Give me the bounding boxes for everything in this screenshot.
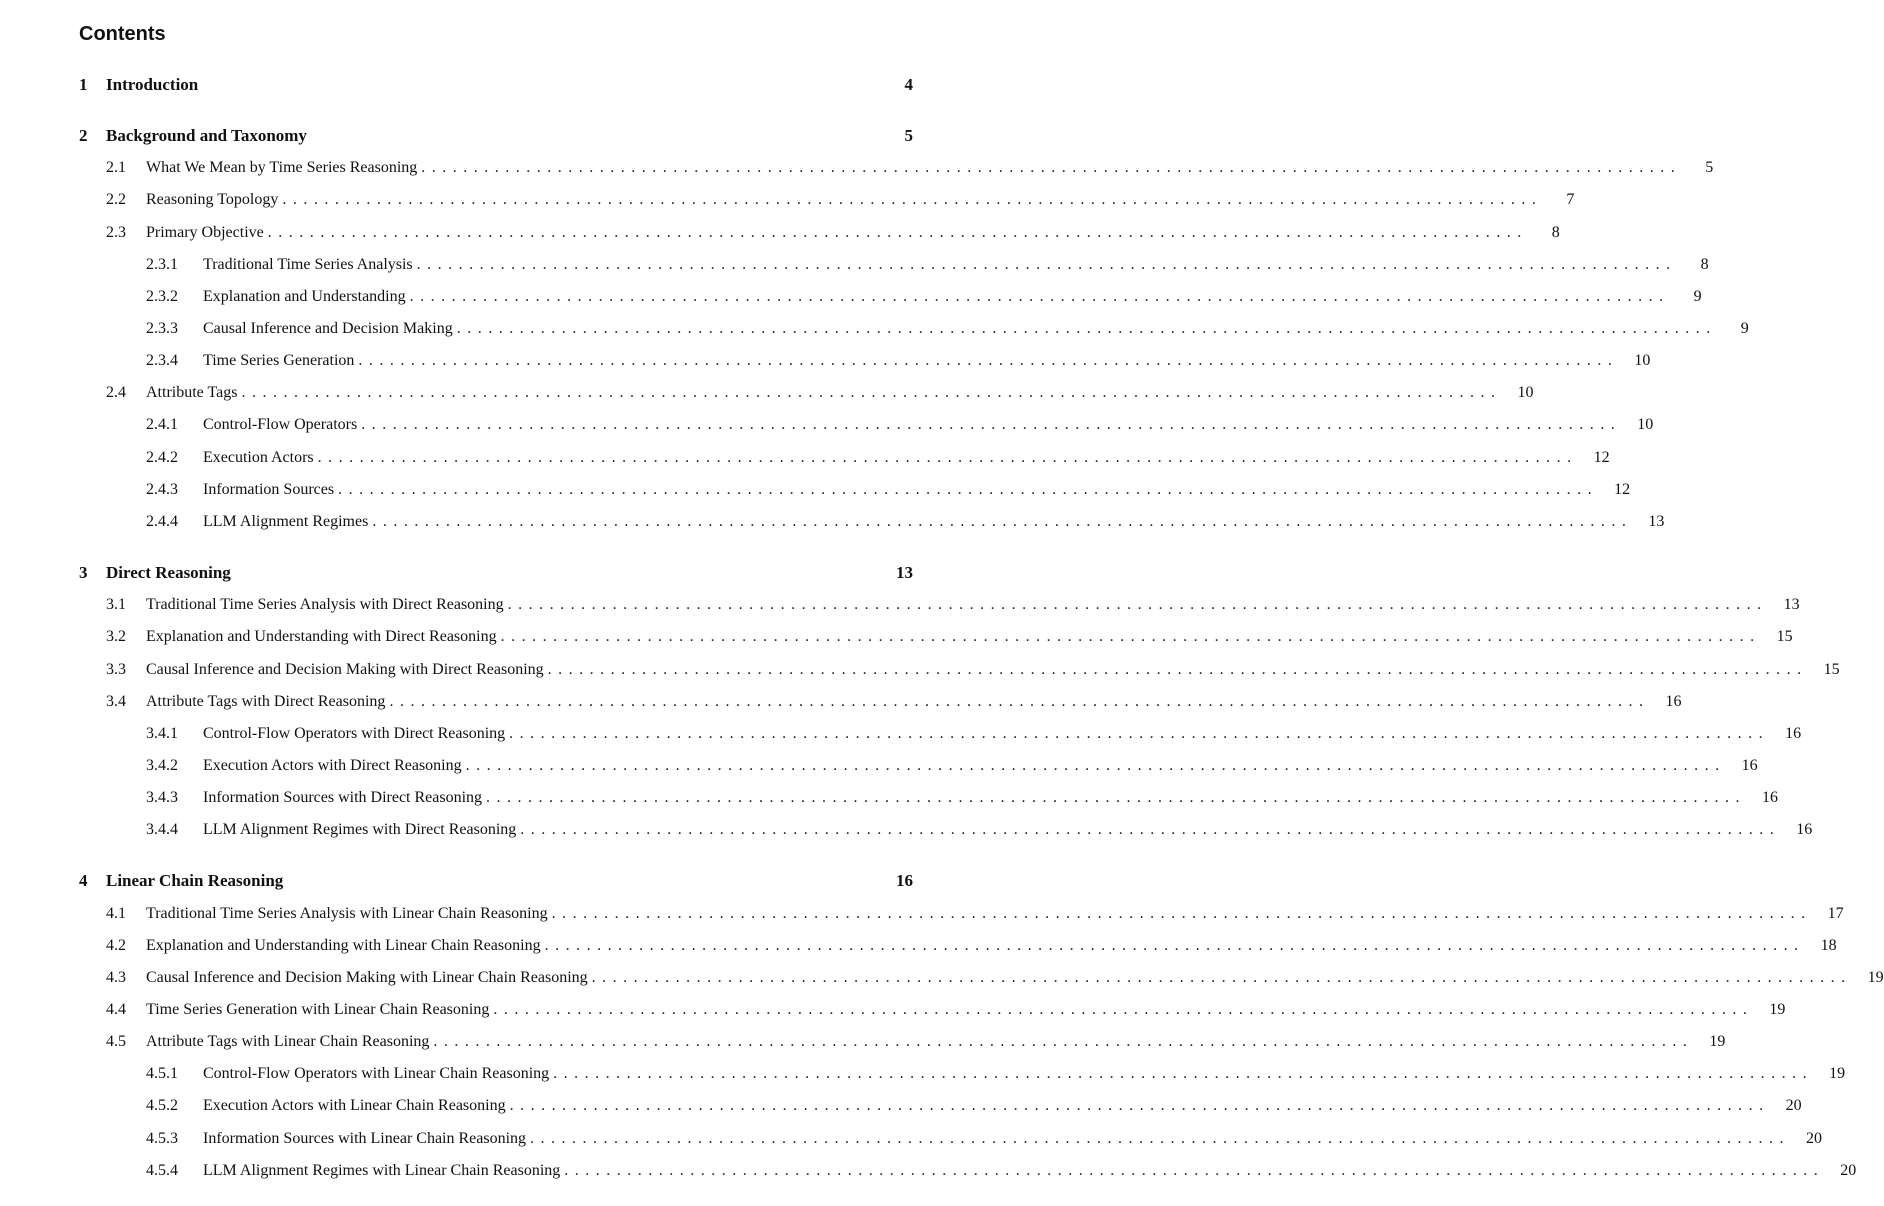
toc-entry-2-3-1[interactable] [146, 252, 1709, 278]
toc-dot-leader: ........................................................................................................................ [317, 449, 1578, 466]
toc-entry-number: 1 [79, 75, 88, 94]
toc-entry-title[interactable]: Information Sources [203, 481, 335, 498]
toc-entry-page[interactable]: 10 [1634, 352, 1651, 369]
toc-entry-number: 2.4.1 [146, 416, 178, 433]
toc-entry-number: 2.3 [106, 224, 126, 241]
toc-entry-3-4-3[interactable] [146, 785, 1779, 811]
toc-entry-2-4-3[interactable] [146, 477, 1631, 503]
toc-entry-number: 2.3.4 [146, 352, 178, 369]
toc-entry-number: 3.4.2 [146, 757, 178, 774]
toc-entry-3-3[interactable] [106, 657, 1840, 683]
toc-entry-page[interactable]: 13 [896, 563, 913, 582]
toc-entry-3-4-2[interactable] [146, 753, 1758, 779]
toc-entry-title[interactable]: Traditional Time Series Analysis with Direct Reasoning [146, 596, 504, 613]
toc-entry-page[interactable]: 8 [1551, 224, 1560, 241]
toc-entry-number: 2.3.1 [146, 256, 178, 273]
toc-entry-title[interactable]: Background and Taxonomy [106, 126, 307, 145]
toc-entry-title[interactable]: Causal Inference and Decision Making with Direct Reasoning [146, 661, 544, 678]
toc-entry-page[interactable]: 10 [1517, 384, 1534, 401]
toc-entry-number: 3.3 [106, 661, 126, 678]
toc-entry-2-4-2[interactable] [146, 445, 1610, 471]
toc-entry-4-5-4[interactable] [146, 1158, 1857, 1184]
toc-entry-title[interactable]: What We Mean by Time Series Reasoning [146, 159, 418, 176]
toc-entry-3-1[interactable] [106, 592, 1800, 618]
toc-entry-page[interactable]: 9 [1740, 320, 1749, 337]
toc-entry-page[interactable]: 16 [1741, 757, 1758, 774]
toc-entry-title[interactable]: Time Series Generation [203, 352, 355, 369]
toc-entry-page[interactable]: 5 [904, 126, 913, 145]
toc-entry-number: 3 [79, 563, 88, 582]
toc-entry-2-1[interactable] [106, 155, 1714, 181]
toc-entry-4-5-1[interactable] [146, 1061, 1846, 1087]
toc-entry-2-4-1[interactable] [146, 412, 1654, 438]
toc-entry-4[interactable] [79, 868, 913, 894]
toc-heading: Contents [79, 23, 166, 45]
toc-entry-number: 4.4 [106, 1001, 126, 1018]
toc-entry-number: 3.4 [106, 693, 126, 710]
toc-entry-title[interactable]: Attribute Tags with Direct Reasoning [146, 693, 386, 710]
toc-entry-page[interactable]: 13 [1648, 513, 1665, 530]
toc-entry-number: 2.4 [106, 384, 126, 401]
toc-entry-page[interactable]: 20 [1840, 1162, 1857, 1179]
toc-entry-page[interactable]: 16 [1796, 821, 1813, 838]
toc-entry-title[interactable]: LLM Alignment Regimes [203, 513, 369, 530]
toc-entry-page[interactable]: 7 [1566, 191, 1575, 208]
toc-entry-title[interactable]: Explanation and Understanding with Linear Chain Reasoning [146, 937, 541, 954]
toc-dot-leader: ........................................................................................................................ [361, 416, 1622, 433]
toc-entry-number: 2.4.4 [146, 513, 178, 530]
toc-entry-page[interactable]: 15 [1823, 661, 1840, 678]
toc-entry-number: 4.5.3 [146, 1130, 178, 1147]
toc-entry-2-2[interactable] [106, 187, 1575, 213]
toc-entry-number: 4.5.1 [146, 1065, 178, 1082]
toc-entry-page[interactable]: 16 [1785, 725, 1802, 742]
toc-entry-page[interactable]: 20 [1785, 1097, 1802, 1114]
toc-entry-number: 2.3.3 [146, 320, 178, 337]
toc-entry-title[interactable]: LLM Alignment Regimes with Direct Reasoning [203, 821, 517, 838]
toc-dot-leader: ........................................................................................................................ [456, 320, 1717, 337]
toc-entry-title[interactable]: Control-Flow Operators with Linear Chain Reasoning [203, 1065, 550, 1082]
toc-entry-title[interactable]: Attribute Tags [146, 384, 238, 401]
toc-entry-number: 2.1 [106, 159, 126, 176]
toc-entry-title[interactable]: Attribute Tags with Linear Chain Reasoning [146, 1033, 430, 1050]
toc-dot-leader: ........................................................................................................................ [493, 1001, 1754, 1018]
toc-dot-leader: ........................................................................................................................ [433, 1033, 1694, 1050]
toc-entry-number: 2.3.2 [146, 288, 178, 305]
toc-dot-leader: ........................................................................................................................ [547, 661, 1808, 678]
toc-entry-3-2[interactable] [106, 624, 1793, 650]
toc-entry-3-4-1[interactable] [146, 721, 1802, 747]
toc-dot-leader: ........................................................................................................................ [358, 352, 1619, 369]
toc-entry-page[interactable]: 17 [1827, 905, 1844, 922]
toc-dot-leader: ........................................................................................................................ [544, 937, 1805, 954]
toc-entry-title[interactable]: Execution Actors with Linear Chain Reasoning [203, 1097, 506, 1114]
toc-entry-number: 4.5 [106, 1033, 126, 1050]
toc-entry-title[interactable]: Primary Objective [146, 224, 264, 241]
toc-dot-leader: ........................................................................................................................ [509, 725, 1770, 742]
toc-entry-number: 4.5.4 [146, 1162, 178, 1179]
toc-entry-title[interactable]: Time Series Generation with Linear Chain Reasoning [146, 1001, 490, 1018]
toc-entry-number: 2.4.3 [146, 481, 178, 498]
toc-entry-2-3-2[interactable] [146, 284, 1702, 310]
toc-entry-4-5-2[interactable] [146, 1093, 1802, 1119]
toc-entry-page[interactable]: 15 [1776, 628, 1793, 645]
toc-dot-leader: ........................................................................................................................ [500, 628, 1761, 645]
toc-entry-page[interactable]: 12 [1593, 449, 1610, 466]
toc-entry-2-4[interactable] [106, 380, 1534, 406]
toc-entry-page[interactable]: 16 [896, 871, 913, 890]
toc-entry-title[interactable]: Causal Inference and Decision Making with Linear Chain Reasoning [146, 969, 588, 986]
toc-entry-title[interactable]: Explanation and Understanding [203, 288, 406, 305]
toc-entry-title[interactable]: Information Sources with Linear Chain Reasoning [203, 1130, 527, 1147]
toc-entry-page[interactable]: 4 [904, 75, 913, 94]
toc-entry-2-3-4[interactable] [146, 348, 1651, 374]
toc-entry-title[interactable]: Control-Flow Operators [203, 416, 358, 433]
toc-entry-page[interactable]: 9 [1693, 288, 1702, 305]
toc-dot-leader: ........................................................................................................................ [416, 256, 1677, 273]
toc-entry-page[interactable]: 18 [1820, 937, 1837, 954]
toc-entry-title[interactable]: Direct Reasoning [106, 563, 231, 582]
toc-entry-page[interactable]: 19 [1829, 1065, 1846, 1082]
toc-dot-leader: ........................................................................................................................ [564, 1162, 1825, 1179]
toc-dot-leader: ........................................................................................................................ [591, 969, 1852, 986]
toc-entry-3[interactable] [79, 560, 913, 586]
toc-dot-leader: ........................................................................................................................ [507, 596, 1768, 613]
toc-entry-4-2[interactable] [106, 933, 1837, 959]
toc-dot-leader: ........................................................................................................................ [465, 757, 1726, 774]
toc-entry-title[interactable]: LLM Alignment Regimes with Linear Chain Reasoning [203, 1162, 561, 1179]
toc-entry-2-4-4[interactable] [146, 509, 1665, 535]
toc-entry-title[interactable]: Reasoning Topology [146, 191, 279, 208]
toc-entry-number: 3.2 [106, 628, 126, 645]
toc-entry-number: 4 [79, 871, 88, 890]
toc-entry-title[interactable]: Explanation and Understanding with Direct Reasoning [146, 628, 497, 645]
toc-entry-4-3[interactable] [106, 965, 1884, 991]
toc-entry-number: 4.5.2 [146, 1097, 178, 1114]
toc-entry-4-1[interactable] [106, 901, 1844, 927]
toc-dot-leader: ........................................................................................................................ [520, 821, 1781, 838]
toc-entry-number: 4.3 [106, 969, 126, 986]
toc-entry-number: 3.4.4 [146, 821, 178, 838]
toc-entry-title[interactable]: Causal Inference and Decision Making [203, 320, 453, 337]
toc-dot-leader: ........................................................................................................................ [530, 1130, 1791, 1147]
toc-entry-3-4[interactable] [106, 689, 1682, 715]
toc-entry-title[interactable]: Linear Chain Reasoning [106, 871, 284, 890]
toc-entry-page[interactable]: 10 [1637, 416, 1654, 433]
toc-dot-leader: ........................................................................................................................ [551, 905, 1812, 922]
toc-entry-page[interactable]: 16 [1665, 693, 1682, 710]
toc-dot-leader: ........................................................................................................................ [486, 789, 1747, 806]
toc-entry-page[interactable]: 13 [1783, 596, 1800, 613]
toc-dot-leader: ........................................................................................................................ [241, 384, 1502, 401]
toc-dot-leader: ........................................................................................................................ [372, 513, 1633, 530]
toc-entry-4-5-3[interactable] [146, 1126, 1823, 1152]
toc-entry-page[interactable]: 12 [1614, 481, 1631, 498]
toc-dot-leader: ........................................................................................................................ [409, 288, 1670, 305]
toc-entry-4-5[interactable] [106, 1029, 1726, 1055]
toc-entry-page[interactable]: 19 [1867, 969, 1884, 986]
toc-entry-page[interactable]: 8 [1700, 256, 1709, 273]
toc-entry-page[interactable]: 5 [1705, 159, 1714, 176]
toc-entry-title[interactable]: Traditional Time Series Analysis with Linear Chain Reasoning [146, 905, 548, 922]
toc-entry-2[interactable] [79, 123, 913, 149]
toc-entry-title[interactable]: Introduction [106, 75, 199, 94]
toc-entry-2-3-3[interactable] [146, 316, 1749, 342]
toc-entry-2-3[interactable] [106, 220, 1560, 246]
toc-entry-page[interactable]: 16 [1762, 789, 1779, 806]
toc-entry-title[interactable]: Information Sources with Direct Reasoning [203, 789, 483, 806]
toc-entry-number: 2.2 [106, 191, 126, 208]
toc-entry-title[interactable]: Traditional Time Series Analysis [203, 256, 413, 273]
toc-entry-number: 2.4.2 [146, 449, 178, 466]
toc-dot-leader: ........................................................................................................................ [553, 1065, 1814, 1082]
toc-entry-page[interactable]: 19 [1709, 1033, 1726, 1050]
toc-dot-leader: ........................................................................................................................ [338, 481, 1599, 498]
toc-dot-leader: ........................................................................................................................ [389, 693, 1650, 710]
toc-entry-number: 4.1 [106, 905, 126, 922]
toc-entry-1[interactable] [79, 72, 913, 98]
toc-entry-number: 2 [79, 126, 88, 145]
toc-entry-4-4[interactable] [106, 997, 1786, 1023]
toc-entry-title[interactable]: Execution Actors [203, 449, 314, 466]
toc-entry-number: 3.4.3 [146, 789, 178, 806]
toc-dot-leader: ........................................................................................................................ [421, 159, 1682, 176]
toc-entry-3-4-4[interactable] [146, 817, 1813, 843]
toc-dot-leader: ........................................................................................................................ [282, 191, 1543, 208]
toc-dot-leader: ........................................................................................................................ [267, 224, 1528, 241]
toc-dot-leader: ........................................................................................................................ [509, 1097, 1770, 1114]
toc-entry-number: 3.4.1 [146, 725, 178, 742]
toc-entry-title[interactable]: Execution Actors with Direct Reasoning [203, 757, 462, 774]
toc-entry-number: 4.2 [106, 937, 126, 954]
toc-entry-title[interactable]: Control-Flow Operators with Direct Reasoning [203, 725, 506, 742]
toc-entry-page[interactable]: 20 [1806, 1130, 1823, 1147]
toc-entry-number: 3.1 [106, 596, 126, 613]
toc-entry-page[interactable]: 19 [1769, 1001, 1786, 1018]
